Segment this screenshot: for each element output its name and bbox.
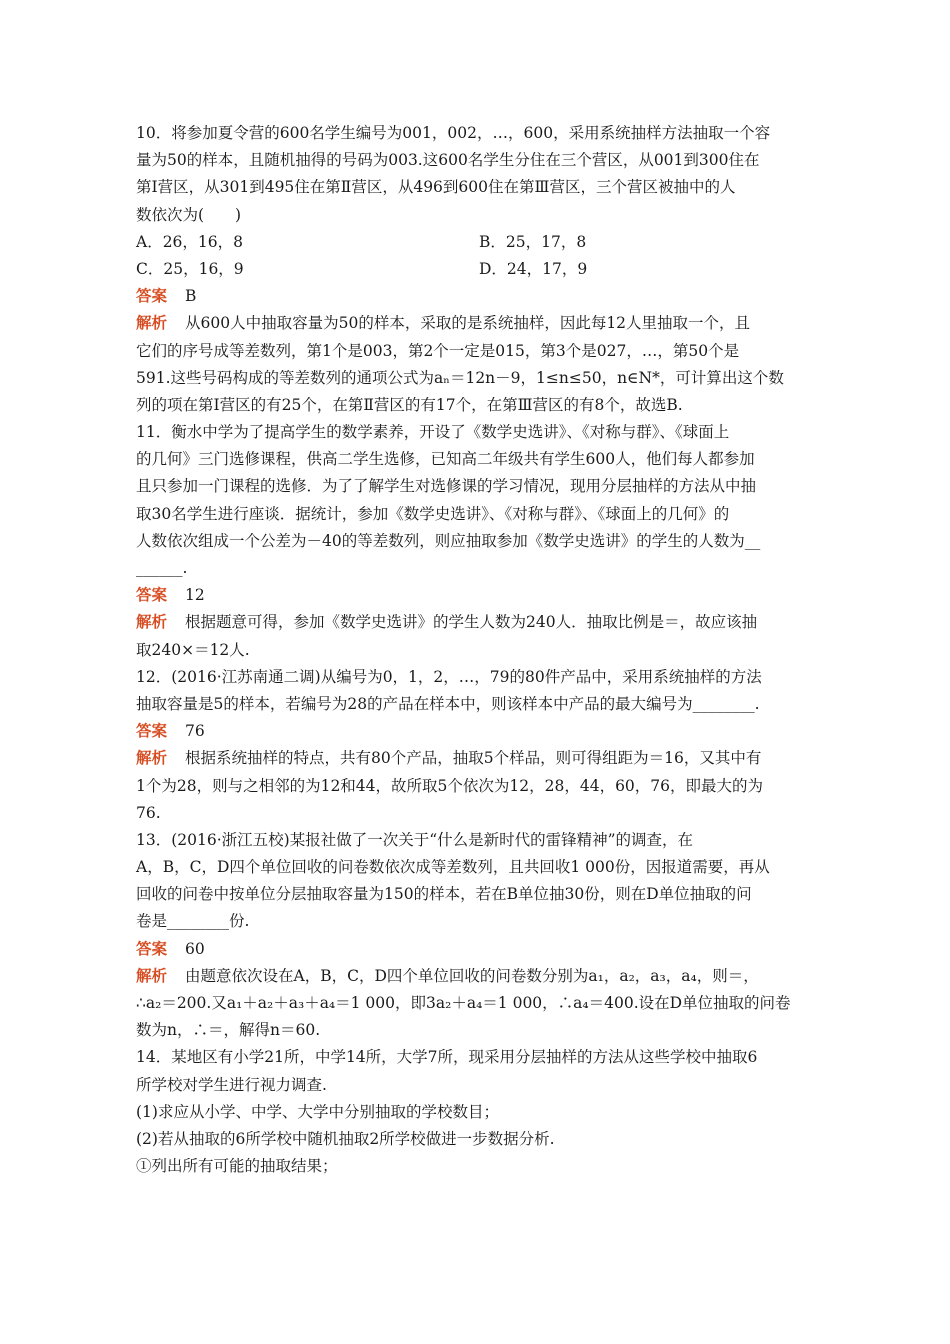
answer-value: 60	[185, 939, 205, 958]
analysis-label: 解析	[136, 966, 168, 985]
question-text: 回收的问卷中按单位分层抽取容量为150的样本，若在B单位抽30份，则在D单位抽取的问	[136, 885, 752, 904]
question-text: 12．(2016·江苏南通二调)从编号为0，1，2，…，79的80件产品中，采用系统抽样的方法	[136, 667, 762, 686]
sub-question: ①列出所有可能的抽取结果；	[136, 1157, 338, 1176]
analysis-text: 取240×＝12人.	[136, 640, 250, 659]
analysis-text: 591.这些号码构成的等差数列的通项公式为aₙ＝12n－9，1≤n≤50，n∈N*，可计算出这个数	[136, 368, 784, 387]
options-row	[136, 229, 822, 256]
answer-line	[136, 582, 822, 609]
analysis-text: 列的项在第Ⅰ营区的有25个，在第Ⅱ营区的有17个，在第Ⅲ营区的有8个，故选B.	[136, 395, 683, 414]
question-text: 所学校对学生进行视力调查.	[136, 1075, 327, 1094]
analysis-label: 解析	[136, 314, 168, 333]
question-10	[136, 120, 822, 419]
question-text: 14．某地区有小学21所，中学14所，大学7所，现采用分层抽样的方法从这些学校中抽取6	[136, 1048, 758, 1067]
question-text: 的几何》三门选修课程，供高二学生选修，已知高二年级共有学生600人，他们每人都参加	[136, 450, 755, 469]
analysis-text: 它们的序号成等差数列，第1个是003，第2个一定是015，第3个是027，…，第50个是	[136, 341, 740, 360]
question-text: 抽取容量是5的样本，若编号为28的产品在样本中，则该样本中产品的最大编号为________.	[136, 694, 760, 713]
question-text: 人数依次组成一个公差为－40的等差数列，则应抽取参加《数学史选讲》的学生的人数为__	[136, 531, 761, 550]
answer-line	[136, 283, 822, 310]
answer-value: B	[185, 287, 197, 306]
analysis-label: 解析	[136, 613, 168, 632]
analysis-label: 解析	[136, 749, 168, 768]
option-d: D．24，17，9	[479, 259, 588, 278]
question-13	[136, 827, 822, 1045]
answer-line	[136, 936, 822, 963]
analysis-text: ∴a₂＝200.又a₁＋a₂＋a₃＋a₄＝1 000，即3a₂＋a₄＝1 000，∴a₄＝400.设在D单位抽取的问卷	[136, 994, 791, 1012]
answer-label: 答案	[136, 287, 168, 306]
analysis-text: 76.	[136, 803, 161, 822]
option-a: A．26，16，8	[136, 232, 244, 251]
sub-question: (1)求应从小学、中学、大学中分别抽取的学校数目；	[136, 1102, 499, 1121]
options-row	[136, 256, 822, 283]
question-text: 卷是________份.	[136, 912, 250, 931]
answer-label: 答案	[136, 722, 168, 741]
answer-value: 12	[185, 586, 205, 605]
question-text: 11．衡水中学为了提高学生的数学素养，开设了《数学史选讲》、《对称与群》、《球面上	[136, 423, 730, 442]
analysis-text: 根据题意可得，参加《数学史选讲》的学生人数为240人．抽取比例是＝，故应该抽	[185, 613, 758, 632]
answer-value: 76	[185, 722, 205, 741]
analysis-text: 从600人中抽取容量为50的样本，采取的是系统抽样，因此每12人里抽取一个，且	[185, 314, 751, 333]
question-11	[136, 419, 822, 664]
question-text: 10．将参加夏令营的600名学生编号为001，002，…，600，采用系统抽样方法抽取一个容	[136, 124, 771, 142]
analysis-text: 数为n，∴＝，解得n＝60.	[136, 1021, 321, 1040]
analysis-line	[136, 745, 822, 772]
analysis-text: 由题意依次设在A，B，C，D四个单位回收的问卷数分别为a₁，a₂，a₃，a₄，则＝，	[185, 966, 759, 985]
option-b: B．25，17，8	[479, 232, 587, 251]
analysis-text: 1个为28，则与之相邻的为12和44，故所取5个依次为12，28，44，60，76，即最大的为	[136, 776, 764, 795]
analysis-text: 根据系统抽样的特点，共有80个产品，抽取5个样品，则可得组距为＝16，又其中有	[185, 749, 762, 768]
answer-label: 答案	[136, 586, 168, 605]
question-text: ______.	[136, 559, 188, 577]
question-text: 量为50的样本，且随机抽得的号码为003.这600名学生分住在三个营区，从001到300住在	[136, 151, 760, 170]
question-12	[136, 664, 822, 827]
question-text: 第Ⅰ营区，从301到495住在第Ⅱ营区，从496到600住在第Ⅲ营区，三个营区被抽中的人	[136, 178, 736, 197]
question-text: 且只参加一门课程的选修．为了了解学生对选修课的学习情况，现用分层抽样的方法从中抽	[136, 477, 757, 496]
analysis-line	[136, 963, 822, 990]
option-c: C．25，16，9	[136, 259, 244, 278]
question-text: 13．(2016·浙江五校)某报社做了一次关于“什么是新时代的雷锋精神”的调查，在	[136, 830, 694, 849]
question-text: 数依次为( )	[136, 205, 242, 224]
answer-line	[136, 718, 822, 745]
analysis-line	[136, 609, 822, 636]
answer-label: 答案	[136, 939, 168, 958]
question-text: A，B，C，D四个单位回收的问卷数依次成等差数列，且共回收1 000份，因报道需要，再从	[136, 858, 770, 877]
sub-question: (2)若从抽取的6所学校中随机抽取2所学校做进一步数据分析.	[136, 1129, 555, 1148]
analysis-line	[136, 310, 822, 337]
document-content	[136, 120, 822, 1180]
question-text: 取30名学生进行座谈．据统计，参加《数学史选讲》、《对称与群》、《球面上的几何》的	[136, 504, 730, 523]
question-14	[136, 1044, 822, 1180]
